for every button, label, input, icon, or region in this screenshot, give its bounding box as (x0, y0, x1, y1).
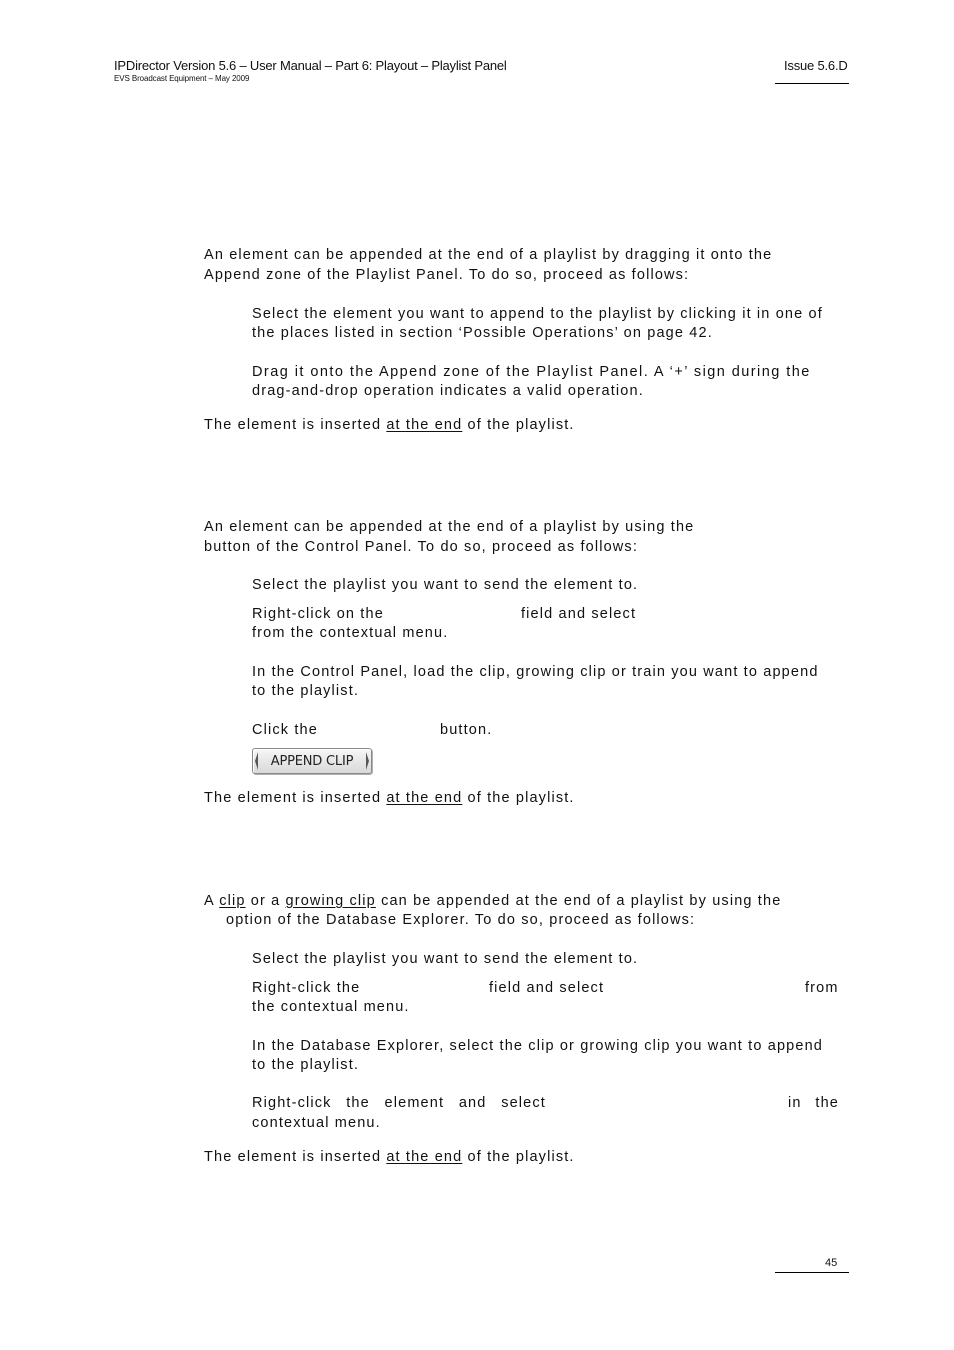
header-title: IPDirector Version 5.6 – User Manual – Part 6: Playout – Playlist Panel (114, 58, 507, 73)
header-subtitle: EVS Broadcast Equipment – May 2009 (114, 74, 250, 83)
s2-intro-line1: An element can be appended at the end of a playlist by using the (204, 519, 695, 535)
s2-step4-a: Click the (252, 722, 318, 738)
s2-result-underlined: at the end (386, 790, 463, 806)
s3-intro-line2: option of the Database Explorer. To do so, proceed as follows: (226, 912, 696, 928)
header-issue: Issue 5.6.D (784, 58, 848, 73)
s1-intro-line1: An element can be appended at the end of a playlist by dragging it onto the (204, 247, 773, 263)
footer-rule (775, 1272, 849, 1273)
s2-step3-line1: In the Control Panel, load the clip, growing clip or train you want to append (252, 664, 819, 680)
s3-step2-b: field and select (489, 980, 605, 996)
s1-step2-line2: drag-and-drop operation indicates a valid operation. (252, 383, 644, 399)
button-right-edge-icon (366, 752, 369, 770)
s3-step3-line2: to the playlist. (252, 1057, 360, 1073)
s2-step2-a: Right-click on the (252, 606, 384, 622)
s1-intro-line2: Append zone of the Playlist Panel. To do so, proceed as follows: (204, 267, 690, 283)
s2-step2-line2: from the contextual menu. (252, 625, 449, 641)
s3-step4-line1-left: Right-click the element and select (252, 1095, 546, 1111)
s3-intro-line1: A clip or a growing clip can be appended at the end of a playlist by using the (204, 893, 782, 909)
s3-step4-line1-right: in the (788, 1095, 839, 1111)
append-clip-button-label: APPEND CLIP (270, 753, 354, 769)
growing-clip-link[interactable]: growing clip (285, 893, 376, 909)
button-left-edge-icon (255, 752, 258, 770)
s2-step2-b: field and select (521, 606, 637, 622)
s3-step2-line2: the contextual menu. (252, 999, 410, 1015)
s1-step2-line1: Drag it onto the Append zone of the Playlist Panel. A ‘+’ sign during the (252, 364, 811, 380)
s2-step3-line2: to the playlist. (252, 683, 360, 699)
append-clip-button[interactable] (252, 748, 372, 774)
s3-step4-line2: contextual menu. (252, 1115, 381, 1131)
clip-link[interactable]: clip (219, 893, 246, 909)
s3-step3-line1: In the Database Explorer, select the clip or growing clip you want to append (252, 1038, 824, 1054)
s2-result: The element is inserted at the end of the playlist. (204, 790, 575, 806)
s3-step2-a: Right-click the (252, 980, 361, 996)
s3-result-underlined: at the end (386, 1149, 463, 1165)
s2-step4-b: button. (440, 722, 493, 738)
s1-result-underlined: at the end (386, 417, 463, 433)
s3-step2-c: from (805, 980, 839, 996)
s2-step1: Select the playlist you want to send the element to. (252, 577, 639, 593)
s3-step1: Select the playlist you want to send the element to. (252, 951, 639, 967)
s1-step1-line1: Select the element you want to append to the playlist by clicking it in one of (252, 306, 823, 322)
s3-result: The element is inserted at the end of the playlist. (204, 1149, 575, 1165)
s2-intro-line2: button of the Control Panel. To do so, proceed as follows: (204, 539, 638, 555)
s1-result: The element is inserted at the end of the playlist. (204, 417, 575, 433)
page-number: 45 (825, 1257, 838, 1269)
s1-step1-line2: the places listed in section ‘Possible Operations’ on page 42. (252, 325, 713, 341)
header-rule (775, 83, 849, 84)
